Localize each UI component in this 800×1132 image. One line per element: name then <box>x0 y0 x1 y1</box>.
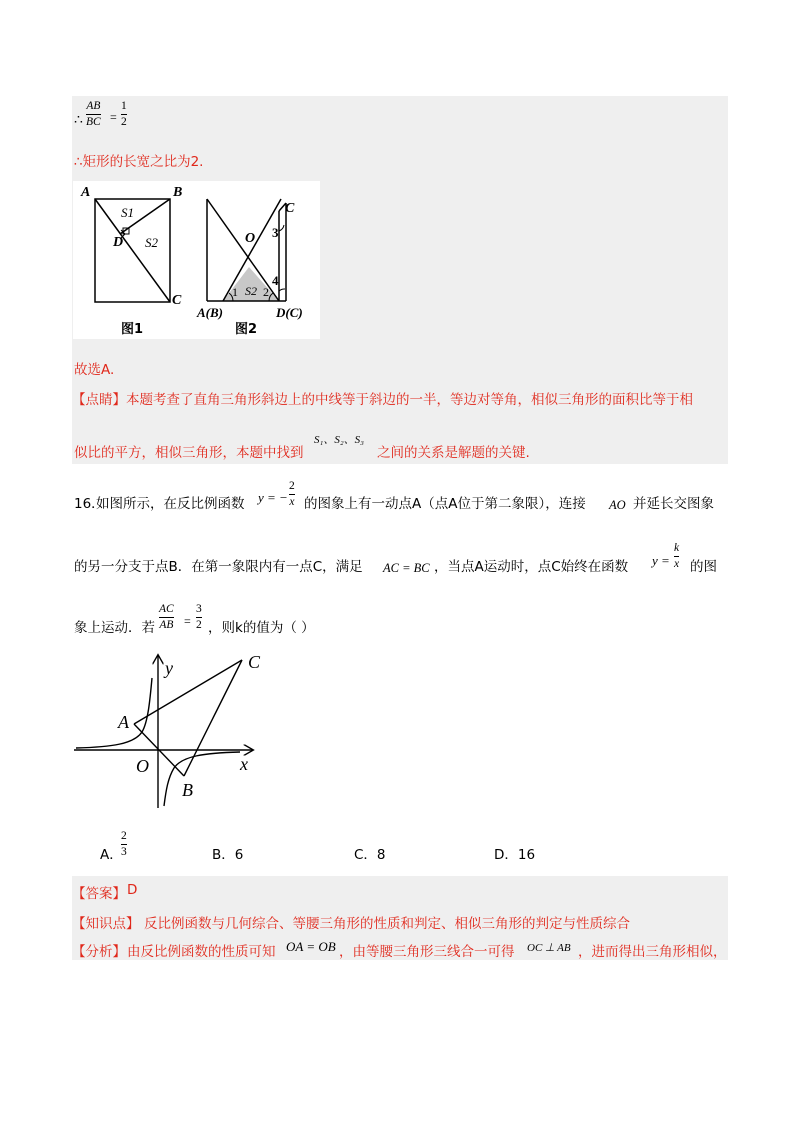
comment-tag: 【点睛】 <box>72 392 126 408</box>
question-line2-b: ，当点A运动时，点C始终在函数 <box>434 559 629 575</box>
question-line2-c: 的图 <box>690 559 717 575</box>
question-line3-b: ，则k的值为（ ） <box>208 620 315 636</box>
fig2-label-3: 3 <box>272 225 279 240</box>
graph-label-A: A <box>118 712 129 732</box>
answer-value: D <box>127 882 138 898</box>
answer-choice: 故选A. <box>74 362 115 378</box>
ratio-ab-bc: AB BC <box>86 100 101 128</box>
question-func1-fraction: 2 x <box>289 480 295 508</box>
analysis-text-b: ，由等腰三角形三线合一可得 <box>339 944 515 960</box>
fig1-label-S2: S2 <box>145 235 158 250</box>
fig1-caption: 图1 <box>121 322 144 337</box>
ratio-equals: = <box>110 110 117 124</box>
conclusion-line: ∴矩形的长宽之比为2. <box>74 154 204 170</box>
question-line1-a: 如图所示，在反比例函数 <box>96 496 245 512</box>
fig2-caption: 图2 <box>235 322 258 337</box>
fig1-label-D: D <box>113 235 124 250</box>
option-a-fraction: 2 3 <box>121 830 127 858</box>
question-line3-a: 象上运动．若 <box>74 620 155 636</box>
fig1-label-S1: S1 <box>121 205 134 220</box>
fig2-label-O: O <box>245 231 256 246</box>
fig2-label-1: 1 <box>232 285 238 299</box>
fig1-label-C: C <box>172 293 182 308</box>
question-ao: AO <box>609 498 626 512</box>
analysis-tag: 【分析】 <box>72 944 126 960</box>
fig2-label-4: 4 <box>272 273 279 288</box>
knowledge-tag: 【知识点】 <box>72 916 140 932</box>
option-d: D．16 <box>494 847 536 863</box>
question-line2-a: 的另一分支于点B．在第一象限内有一点C，满足 <box>74 559 363 575</box>
fig2-label-S2: S2 <box>245 284 257 298</box>
graph-label-B: B <box>182 780 193 800</box>
question-line1-c: 并延长交图象 <box>633 496 714 512</box>
fig2-label-AB: A(B) <box>197 305 223 320</box>
therefore-symbol: ∴ <box>74 112 83 128</box>
option-a-label: A． <box>100 847 123 863</box>
question-ac-bc: AC = BC <box>383 561 430 575</box>
question-func2-fraction: k x <box>674 542 680 570</box>
comment-line1: 本题考查了直角三角形斜边上的中线等于斜边的一半，等边对等角，相似三角形的面积比等于相 <box>126 392 693 408</box>
analysis-eq2: OC ⊥ AB <box>527 942 571 954</box>
question-line3-eq: = <box>184 614 191 628</box>
analysis-text-c: ，进而得出三角形相似， <box>578 944 727 960</box>
comment-line2-symbols: S₁、S₂、S₃ <box>314 434 364 446</box>
question-ratio-value: 3 2 <box>196 603 202 631</box>
fig2-label-DC: D(C) <box>276 305 303 320</box>
analysis-eq1: OA = OB <box>286 939 336 954</box>
graph-label-C: C <box>248 652 261 672</box>
comment-line2-pre: 似比的平方，相似三角形，本题中找到 <box>74 445 304 461</box>
graph-label-x: x <box>240 754 248 774</box>
option-b: B．6 <box>212 847 244 863</box>
fig2-label-2: 2 <box>263 285 269 299</box>
comment-line2-post: 之间的关系是解题的关键. <box>377 445 530 461</box>
question-ac-ab-fraction: AC AB <box>159 603 174 631</box>
knowledge-text: 反比例函数与几何综合、等腰三角形的性质和判定、相似三角形的判定与性质综合 <box>144 916 630 932</box>
answer-tag: 【答案】 <box>72 886 126 902</box>
question-func1-lhs: y = − <box>258 490 288 505</box>
fig1-label-B: B <box>173 185 183 200</box>
rectangle-figures <box>73 181 320 339</box>
option-c: C．8 <box>354 847 386 863</box>
question-line1-b: 的图象上有一动点A（点A位于第二象限），连接 <box>304 496 586 512</box>
graph-label-y: y <box>165 658 173 678</box>
ratio-value: 1 2 <box>121 100 127 128</box>
graph-label-O: O <box>136 756 149 776</box>
analysis-text-a: 由反比例函数的性质可知 <box>127 944 276 960</box>
fig1-label-A: A <box>81 185 91 200</box>
hyperbola-graph <box>72 650 272 810</box>
question-number: 16． <box>74 496 105 512</box>
fig2-label-C: C <box>285 201 295 216</box>
question-func2-lhs: y = <box>652 553 670 568</box>
